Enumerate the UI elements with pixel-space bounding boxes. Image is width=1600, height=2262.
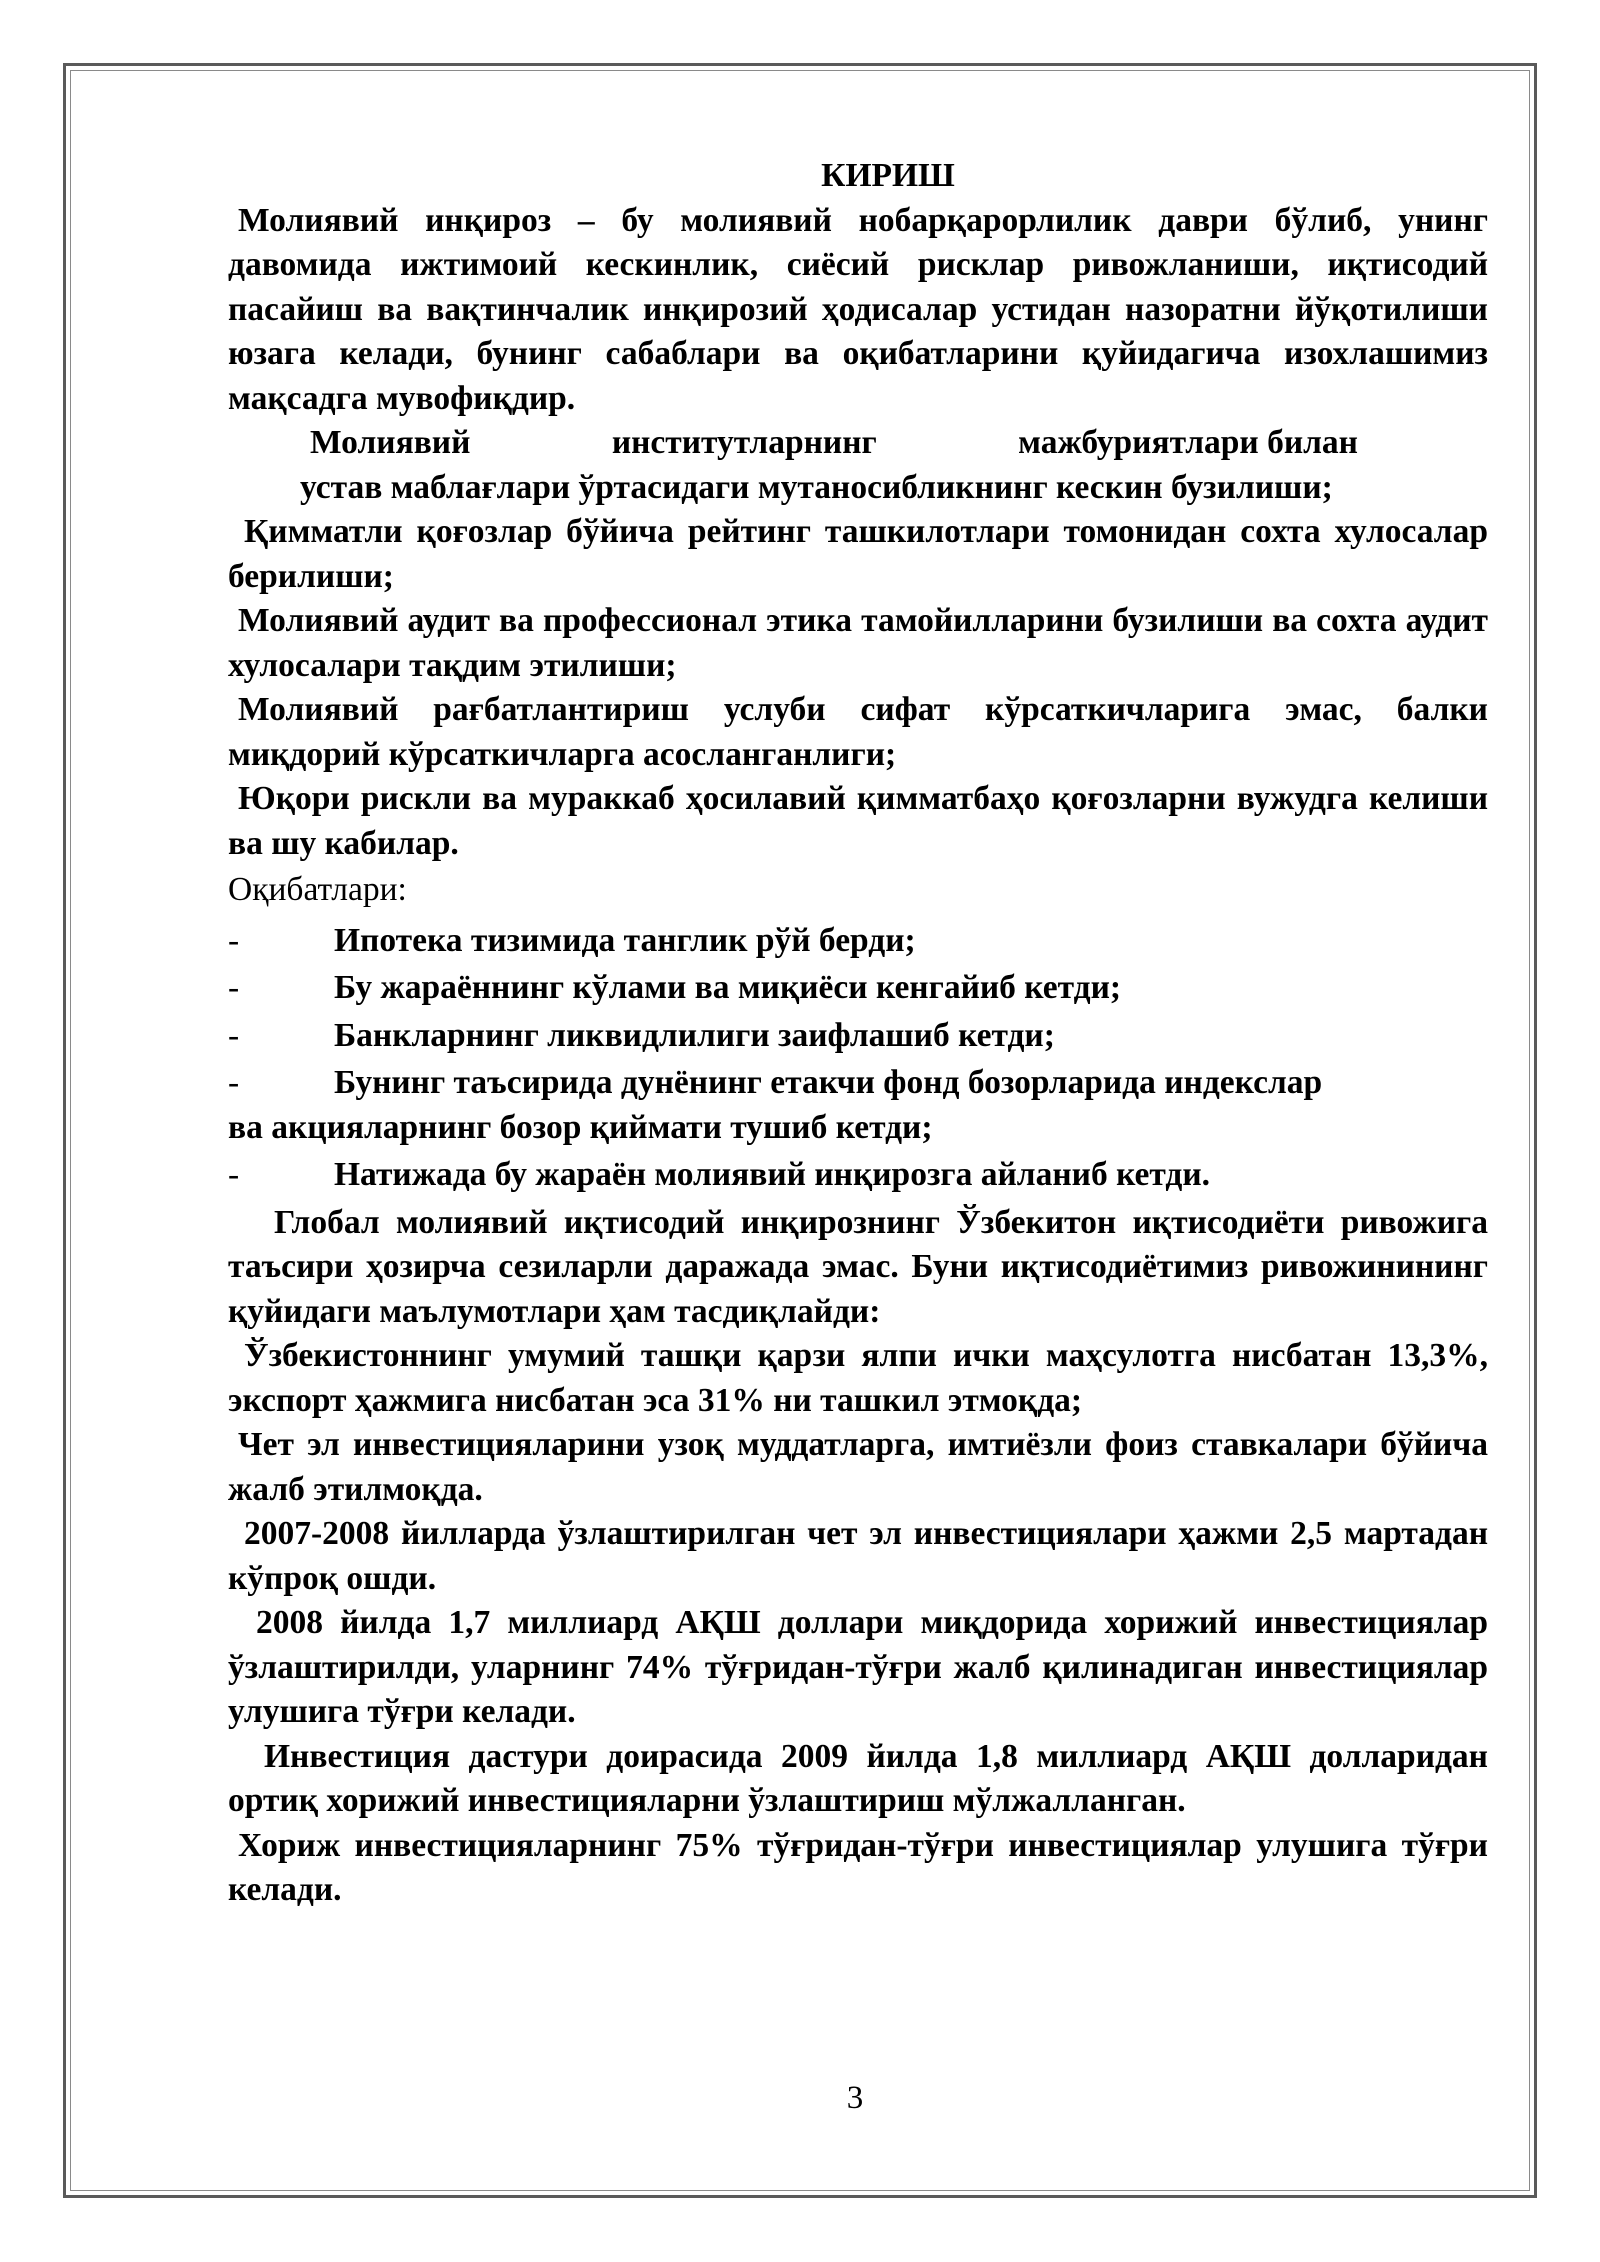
list-item (228, 1014, 1488, 1059)
cause-item-derivatives: Юқори рискли ва мураккаб ҳосилавий қимматбаҳо қоғозларни вужудга келиши ва шу кабилар. (228, 780, 1488, 862)
fact-external-debt: Ўзбекистоннинг умумий ташқи қарзи ялпи ички маҳсулотга нисбатан 13,3%, экспорт ҳажмига нисбатан эса 31% ни ташкил этмоқда; (228, 1337, 1488, 1419)
fact-direct-investment-share: Хориж инвестицияларнинг 75% тўғридан-тўғри инвестициялар улушига тўғри келади. (228, 1826, 1488, 1908)
list-item-text: Бунинг таъсирида дунёнинг етакчи фонд бозорларида индекслар (334, 1064, 1323, 1101)
list-item-text: Банкларнинг ликвидлилиги заифлашиб кетди; (334, 1016, 1055, 1054)
list-item (228, 919, 1488, 964)
list-item (228, 1061, 1488, 1150)
consequences-label: Оқибатлари: (228, 871, 407, 908)
fact-2007-2008: 2007-2008 йилларда ўзлаштирилган чет эл инвестициялари ҳажми 2,5 мартадан кўпроқ ошди. (228, 1515, 1488, 1597)
cause-first-word-2: институтларнинг (611, 424, 877, 461)
list-item-text: Бу жараённинг кўлами ва миқиёси кенгайиб кетди; (334, 969, 1122, 1006)
list-item-text: Ипотека тизимида танглик рўй берди; (334, 921, 916, 959)
list-bullet: - (228, 1016, 240, 1054)
fact-foreign-investment: Чет эл инвестицияларини узоқ муддатларга, имтиёзли фоиз ставкалари бўйича жалб этилмоқда. (228, 1426, 1488, 1508)
page-title: КИРИШ (821, 157, 955, 194)
cause-first-word-1: Молиявий (310, 424, 471, 461)
document-body (228, 148, 1488, 1913)
page-number: 3 (846, 2080, 864, 2116)
list-item (228, 966, 1488, 1011)
fact-2009-program: Инвестиция дастури доирасида 2009 йилда 1,8 миллиард АҚШ долларидан ортиқ хорижий инвестицияларни ўзлаштириш мўлжалланган. (228, 1737, 1488, 1819)
cause-item-institutions (228, 421, 1488, 510)
list-bullet: - (228, 1156, 240, 1193)
cause-item-incentives: Молиявий рағбатлантириш услуби сифат кўрсаткичларига эмас, балки миқдорий кўрсаткичларга асосланганлиги; (228, 691, 1488, 773)
list-item (228, 1153, 1488, 1198)
global-crisis-paragraph: Глобал молиявий иқтисодий инқирознинг Ўзбекитон иқтисодиёти ривожига таъсири ҳозирча сезиларли даражада эмас. Буни иқтисодиётимиз ривожинининг қуйидаги маълумотлари ҳам тасдиқлайди: (228, 1203, 1488, 1330)
cause-item-ratings: Қимматли қоғозлар бўйича рейтинг ташкилотлари томонидан сохта хулосалар берилиши; (228, 513, 1488, 595)
cause-first-word-3: мажбуриятлари билан (1018, 424, 1358, 461)
list-bullet: - (228, 969, 240, 1006)
intro-paragraph: Молиявий инқироз – бу молиявий нобарқарорлилик даври бўлиб, унинг давомида ижтимоий кескинлик, сиёсий рисклар ривожланиши, иқтисодий пасайиш ва вақтинчалик инқирозий ҳодисалар устидан назоратни йўқотилиши юзага келади, бунинг сабаблари ва оқибатларини қуйидагича изохлашимиз мақсадга мувофиқдир. (228, 201, 1488, 417)
list-bullet: - (228, 921, 240, 959)
cause-first-line (228, 421, 1488, 466)
list-bullet: - (228, 1064, 240, 1101)
consequences-list (228, 919, 1488, 1198)
list-item-text: Натижада бу жараён молиявий инқирозга айланиб кетди. (334, 1156, 1211, 1193)
list-item-continuation: ва акцияларнинг бозор қиймати тушиб кетди; (228, 1108, 933, 1146)
fact-2008: 2008 йилда 1,7 миллиард АҚШ доллари миқдорида хорижий инвестициялар ўзлаштирилди, уларнинг 74% тўғридан-тўғри жалб қилинадиган инвестициялар улушига тўғри келади. (228, 1604, 1488, 1730)
cause-item-audit: Молиявий аудит ва профессионал этика тамойилларини бузилиши ва сохта аудит хулосалари тақдим этилиши; (228, 602, 1488, 684)
cause-first-continuation: устав маблағлари ўртасидаги мутаносибликнинг кескин бузилиши; (300, 468, 1333, 506)
